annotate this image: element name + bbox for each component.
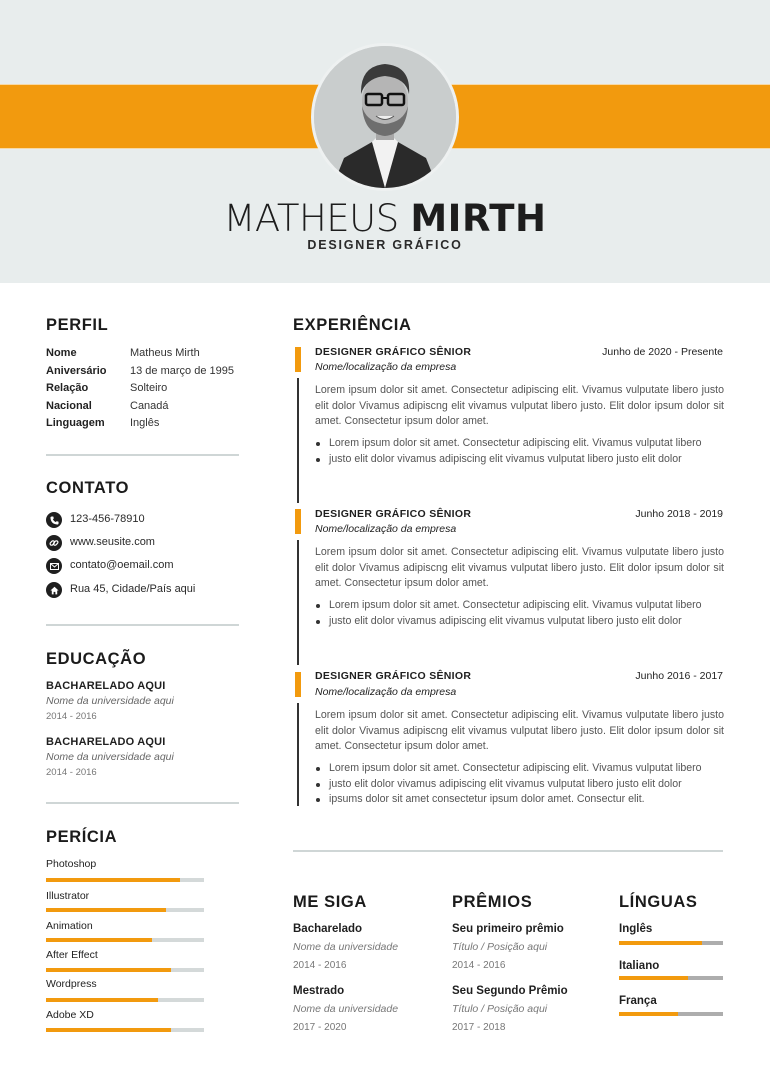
job-bullet: justo elit dolor vivamus adipiscing elit vivamus vulputat libero justo elit dolor: [315, 777, 724, 793]
perfil-value: Inglês: [130, 417, 160, 429]
job-company: Nome/localização da empresa: [315, 361, 457, 373]
me-siga-heading: ME SIGA: [293, 893, 367, 911]
perfil-value: 13 de março de 1995: [130, 364, 234, 377]
follow-title: Mestrado: [293, 985, 345, 997]
award-title: Seu Segundo Prêmio: [452, 985, 568, 997]
perfil-value: Matheus Mirth: [130, 347, 200, 359]
profile-photo: [311, 43, 459, 191]
skill-bar-fill: [46, 998, 158, 1002]
job-company: Nome/localização da empresa: [315, 686, 457, 698]
contact-text: 123-456-78910: [70, 513, 145, 525]
skill-label: After Effect: [46, 949, 98, 961]
job-marker: [295, 509, 301, 534]
contact-text: Rua 45, Cidade/País aqui: [70, 583, 196, 595]
language-label: França: [619, 995, 657, 1007]
skill-label: Wordpress: [46, 978, 97, 990]
skill-bar-fill: [46, 1028, 171, 1032]
timeline-line: [297, 703, 299, 806]
section-divider: [46, 802, 239, 804]
job-title: DESIGNER GRÁFICO: [307, 238, 463, 252]
job-bullet: Lorem ipsum dolor sit amet. Consectetur adipiscing elit. Vivamus vulputat libero: [315, 436, 724, 452]
job-description: Lorem ipsum dolor sit amet. Consectetur adipiscing elit. Vivamus vulputate libero justo elit dolor Vivamus adipiscng elit vivamus vulputat libero justo. Elit dolor ipsum dolor sit amet. Consectetur ipsum dolor amet.: [315, 384, 724, 427]
job-bullet: ipsums dolor sit amet consectetur ipsum dolor amet. Consectur elit.: [315, 792, 724, 808]
education-school: Nome da universidade aqui: [46, 751, 174, 763]
experiencia-heading: EXPERIÊNCIA: [293, 316, 412, 334]
language-bar-fill: [619, 1012, 678, 1016]
skill-bar-fill: [46, 908, 166, 912]
skill-bar-fill: [46, 938, 152, 942]
skill-label: Animation: [46, 920, 93, 932]
job-bullet: Lorem ipsum dolor sit amet. Consectetur adipiscing elit. Vivamus vulputat libero: [315, 761, 724, 777]
language-label: Italiano: [619, 960, 660, 972]
perfil-heading: PERFIL: [46, 316, 109, 334]
link-icon: [46, 535, 62, 551]
language-bar: [619, 941, 723, 945]
skill-bar-fill: [46, 968, 171, 972]
job-bullet: justo elit dolor vivamus adipiscing elit vivamus vulputat libero justo elit dolor: [315, 614, 724, 630]
job-bullet: Lorem ipsum dolor sit amet. Consectetur adipiscing elit. Vivamus vulputat libero: [315, 598, 724, 614]
job-bullets: [315, 761, 724, 808]
skill-bar: [46, 908, 204, 912]
award-title: Seu primeiro prêmio: [452, 923, 564, 935]
candidate-name: [0, 194, 770, 243]
perfil-value: Canadá: [130, 399, 169, 412]
job-company: Nome/localização da empresa: [315, 523, 457, 535]
home-icon: [46, 582, 62, 598]
perfil-key: Nacional: [46, 399, 92, 412]
follow-subtitle: Nome da universidade: [293, 1003, 399, 1015]
job-marker: [295, 347, 301, 372]
contact-text: contato@oemail.com: [70, 559, 174, 571]
education-years: 2014 - 2016: [46, 711, 97, 722]
job-bullets: [315, 598, 724, 629]
premios-heading: PRÊMIOS: [452, 893, 533, 911]
pericia-heading: PERÍCIA: [46, 828, 118, 846]
award-years: 2014 - 2016: [452, 960, 506, 971]
follow-title: Bacharelado: [293, 923, 363, 935]
job-title: DESIGNER GRÁFICO SÊNIOR: [315, 670, 472, 682]
language-bar-fill: [619, 976, 688, 980]
follow-years: 2017 - 2020: [293, 1022, 347, 1033]
perfil-value: Solteiro: [130, 382, 168, 394]
section-divider: [46, 624, 239, 626]
job-date: Junho de 2020 - Presente: [602, 346, 723, 358]
language-label: Inglês: [619, 923, 653, 935]
envelope-icon: [46, 558, 62, 574]
language-bar: [619, 976, 723, 980]
skill-bar: [46, 968, 204, 972]
linguas-heading: LÍNGUAS: [619, 893, 698, 911]
job-bullets: [315, 436, 724, 467]
timeline-line: [297, 378, 299, 503]
phone-icon: [46, 512, 62, 528]
follow-years: 2014 - 2016: [293, 960, 347, 971]
job-title: DESIGNER GRÁFICO SÊNIOR: [315, 346, 472, 358]
skill-label: Photoshop: [46, 858, 97, 870]
award-years: 2017 - 2018: [452, 1022, 506, 1033]
section-divider: [293, 850, 723, 852]
contato-heading: CONTATO: [46, 479, 130, 497]
education-degree: BACHARELADO AQUI: [46, 680, 166, 692]
timeline-line: [297, 540, 299, 665]
skill-bar: [46, 878, 204, 882]
perfil-key: Aniversário: [46, 364, 107, 377]
education-school: Nome da universidade aqui: [46, 695, 174, 707]
award-subtitle: Título / Posição aqui: [452, 941, 548, 953]
skill-bar: [46, 938, 204, 942]
job-date: Junho 2016 - 2017: [635, 670, 723, 682]
job-marker: [295, 672, 301, 697]
job-date: Junho 2018 - 2019: [635, 508, 723, 520]
perfil-key: Linguagem: [46, 417, 105, 429]
perfil-key: Nome: [46, 347, 77, 359]
follow-subtitle: Nome da universidade: [293, 941, 399, 953]
last-name: MIRTH: [410, 197, 547, 240]
job-description: Lorem ipsum dolor sit amet. Consectetur adipiscing elit. Vivamus vulputate libero justo elit dolor Vivamus adipiscng elit vivamus vulputat libero justo. Elit dolor ipsum dolor sit amet. Consectetur ipsum dolor amet.: [315, 709, 724, 752]
job-bullet: justo elit dolor vivamus adipiscing elit vivamus vulputat libero justo elit dolor: [315, 452, 724, 468]
perfil-key: Relação: [46, 382, 89, 394]
skill-bar: [46, 998, 204, 1002]
award-subtitle: Título / Posição aqui: [452, 1003, 548, 1015]
education-degree: BACHARELADO AQUI: [46, 736, 166, 748]
contact-text: www.seusite.com: [70, 536, 155, 548]
first-name: MATHEUS: [223, 197, 399, 240]
skill-bar-fill: [46, 878, 180, 882]
education-years: 2014 - 2016: [46, 767, 97, 778]
job-description: Lorem ipsum dolor sit amet. Consectetur adipiscing elit. Vivamus vulputate libero justo elit dolor Vivamus adipiscng elit vivamus vulputat libero justo. Elit dolor ipsum dolor sit amet. Consectetur ipsum dolor amet.: [315, 546, 724, 589]
skill-label: Illustrator: [46, 890, 90, 902]
skill-label: Adobe XD: [46, 1009, 94, 1021]
section-divider: [46, 454, 239, 456]
language-bar-fill: [619, 941, 702, 945]
job-title: DESIGNER GRÁFICO SÊNIOR: [315, 508, 472, 520]
skill-bar: [46, 1028, 204, 1032]
language-bar: [619, 1012, 723, 1016]
educacao-heading: EDUCAÇÃO: [46, 650, 147, 668]
